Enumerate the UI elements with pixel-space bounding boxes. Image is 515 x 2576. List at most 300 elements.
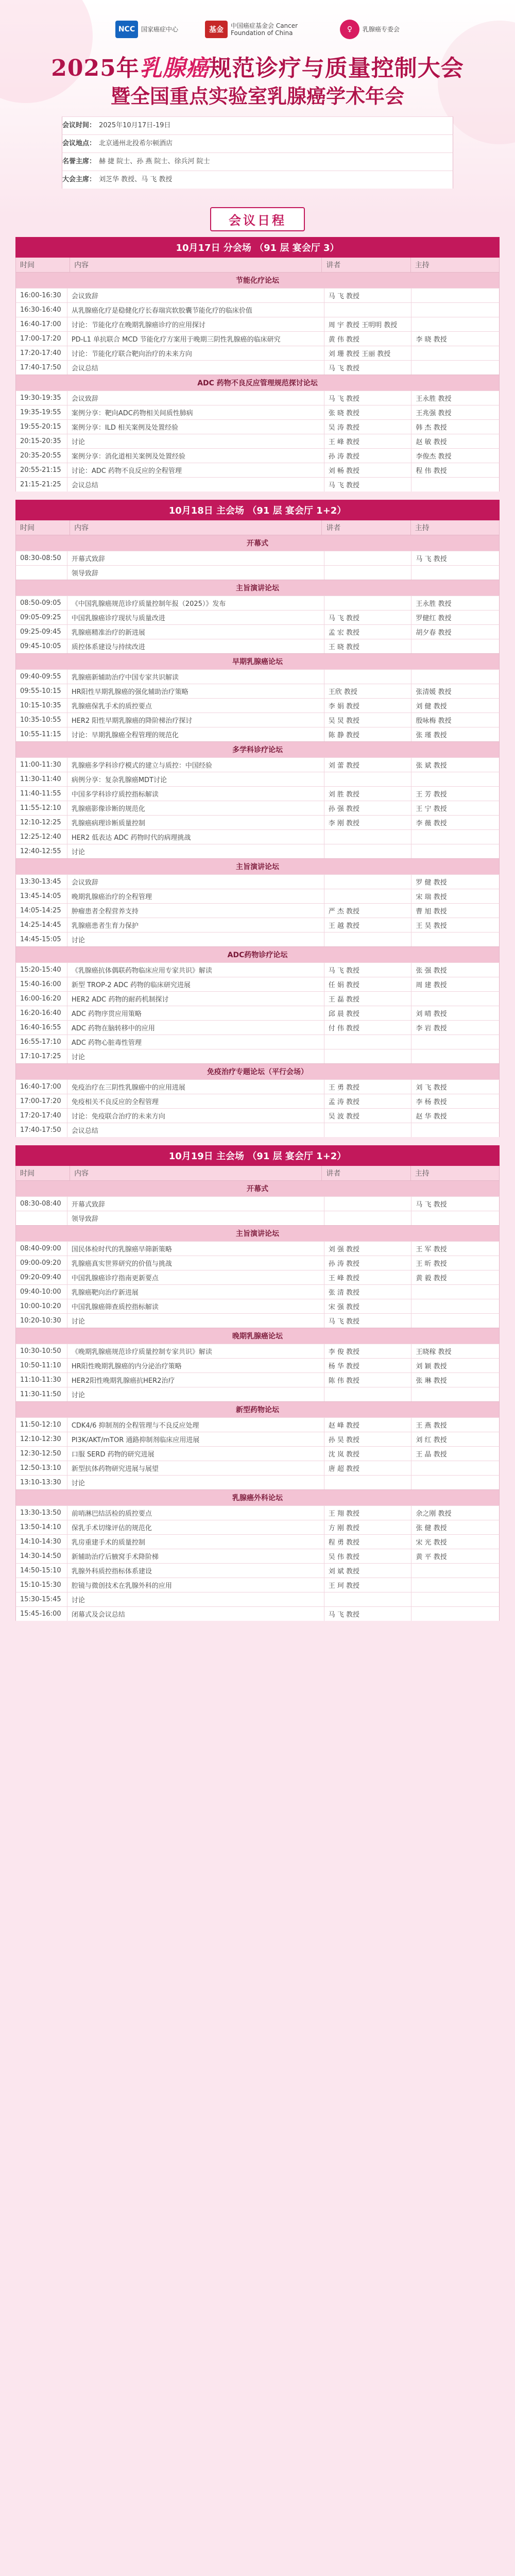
table-row: [15, 346, 500, 360]
cell-speaker: 吴 伟 教授: [324, 1549, 412, 1563]
table-row: [15, 1534, 500, 1549]
cell-host: [411, 772, 499, 786]
cell-content: HER2 低表达 ADC 药物时代的病理挑战: [67, 830, 324, 844]
cell-speaker: 张 清 教授: [324, 1285, 412, 1299]
cell-host: 张 斌 教授: [416, 762, 447, 770]
table-row: [15, 610, 500, 624]
cell-content: HER2 ADC 药物的耐药机制探讨: [67, 992, 324, 1006]
column-header-speaker: 讲者: [322, 1166, 410, 1180]
cell-host: 罗健红 教授: [416, 615, 452, 622]
table-row: [15, 1592, 500, 1606]
table-row: [15, 624, 500, 639]
cell-content: 讨论: [67, 933, 324, 946]
cell-host: 韩 杰 教授: [416, 424, 447, 432]
info-row: [62, 116, 453, 134]
cell-content: ADC 药物心脏毒性管理: [67, 1035, 324, 1049]
table-row: [15, 1461, 500, 1475]
cell-host: 王 宁 教授: [416, 805, 447, 813]
table-row: [15, 565, 500, 580]
cell-time: 19:35-19:55: [16, 405, 67, 419]
cell-time: 14:45-15:05: [16, 933, 67, 946]
cell-speaker: 方 刚 教授: [324, 1520, 412, 1534]
cell-host: [411, 1592, 499, 1606]
cell-content: 讨论：早期乳腺癌全程管理的规范化: [67, 727, 324, 741]
forum-title: ADC 药物不良反应管理规范探讨论坛: [15, 375, 500, 391]
info-key: 会议地点：: [62, 140, 96, 147]
cell-time: 11:10-11:30: [16, 1373, 67, 1387]
cell-speaker: 吴 炅 教授: [324, 713, 412, 727]
cell-content: 免疫相关不良反应的全程管理: [67, 1094, 324, 1108]
cell-host: [411, 1123, 499, 1137]
table-row: [15, 1417, 500, 1432]
table-row: [15, 1563, 500, 1578]
cell-time: 11:40-11:55: [16, 787, 67, 801]
cell-time: 11:30-11:50: [16, 1387, 67, 1401]
cell-host: 周 建 教授: [416, 981, 447, 989]
cell-host: [411, 289, 499, 302]
cell-host: 王兆强 教授: [416, 410, 452, 417]
table-row: [15, 1299, 500, 1313]
cell-host: 张清媛 教授: [416, 688, 452, 696]
cell-content: 从乳腺癌化疗是稳健化疗长春瑞宾软胶囊节能化疗的临床价值: [67, 303, 324, 317]
table-row: [15, 360, 500, 375]
cell-content: 乳腺癌病理诊断质量控制: [67, 816, 324, 829]
cell-speaker: 王 晓 教授: [324, 639, 412, 653]
cell-host: 刘 颖 教授: [416, 1363, 447, 1370]
cell-speaker: 马 飞 教授: [324, 1314, 412, 1328]
column-header-speaker: 讲者: [322, 520, 410, 535]
column-header-time: 时间: [16, 258, 70, 272]
table-row: [15, 772, 500, 786]
ribbon-logo-icon: ♀: [340, 20, 359, 39]
logo-cfc: [205, 21, 313, 38]
cell-time: 16:00-16:30: [16, 289, 67, 302]
cell-content: 新型抗体药物研究进展与展望: [67, 1461, 324, 1475]
forum-title: 主旨演讲论坛: [15, 580, 500, 596]
table-row: [15, 1108, 500, 1123]
cell-speaker: 周 宇 教授 王明明 教授: [324, 317, 412, 331]
cell-speaker: [324, 1035, 412, 1049]
cell-speaker: 王 珂 教授: [324, 1578, 412, 1592]
cell-speaker: 吴 波 教授: [324, 1109, 412, 1123]
cell-content: 晚期乳腺癌治疗的全程管理: [67, 889, 324, 903]
table-row: [15, 1241, 500, 1256]
cell-speaker: 马 飞 教授: [324, 289, 412, 302]
table-row: [15, 815, 500, 829]
cell-time: 16:55-17:10: [16, 1035, 67, 1049]
table-row: [15, 405, 500, 419]
info-row: [62, 152, 453, 171]
cell-speaker: 王 磊 教授: [324, 992, 412, 1006]
cell-time: 15:20-15:40: [16, 963, 67, 977]
cell-content: 讨论: [67, 1049, 324, 1063]
table-row: [15, 391, 500, 405]
cell-time: 16:40-17:00: [16, 1080, 67, 1094]
cell-content: 免疫治疗在三阴性乳腺癌中的应用进展: [67, 1080, 324, 1094]
cell-content: 乳腺癌真实世界研究的价值与挑战: [67, 1256, 324, 1270]
cell-time: 09:25-09:45: [16, 625, 67, 639]
cell-time: 10:15-10:35: [16, 699, 67, 713]
meeting-info: [62, 116, 453, 189]
title-prefix: 2025年: [51, 55, 140, 81]
info-value: 刘芝华 教授、马 飞 教授: [99, 176, 173, 183]
cell-speaker: 马 飞 教授: [324, 611, 412, 624]
cell-time: 11:55-12:10: [16, 801, 67, 815]
table-row: [15, 448, 500, 463]
day-spacer: [15, 1137, 500, 1145]
cell-host: [411, 1299, 499, 1313]
cell-host: 黄 平 教授: [416, 1553, 447, 1561]
table-row: [15, 889, 500, 903]
cell-host: 王 芳 教授: [416, 791, 447, 799]
cell-host: 余之刚 教授: [416, 1510, 452, 1518]
cell-host: 刘 红 教授: [416, 1436, 447, 1444]
cell-host: 王 燕 教授: [416, 1422, 447, 1430]
table-row: [15, 1094, 500, 1108]
cell-content: 讨论: [67, 1476, 324, 1489]
table-row: [15, 1049, 500, 1063]
cell-speaker: 杨 华 教授: [324, 1359, 412, 1372]
cell-host: [411, 317, 499, 331]
cell-content: 会议致辞: [67, 289, 324, 302]
table-row: [15, 977, 500, 991]
table-row: [15, 1344, 500, 1358]
cell-time: 09:40-10:00: [16, 1285, 67, 1299]
cell-content: 乳腺癌患者生育力保护: [67, 918, 324, 932]
cell-content: 讨论: [67, 1592, 324, 1606]
cell-content: 乳腺癌精准治疗的新进展: [67, 625, 324, 639]
cell-speaker: 李 俊 教授: [324, 1344, 412, 1358]
page-title: [0, 49, 515, 82]
page-subtitle: 暨全国重点实验室乳腺癌学术年会: [110, 84, 404, 108]
cell-content: 腔镜与微创技术在乳腺外科的应用: [67, 1578, 324, 1592]
cell-time: 14:30-14:50: [16, 1549, 67, 1563]
cell-time: 09:55-10:15: [16, 684, 67, 698]
logo-text: 国家癌症中心: [141, 26, 178, 33]
forum-title: 新型药物论坛: [15, 1401, 500, 1417]
cell-content: 乳腺外科质控指标体系建设: [67, 1564, 324, 1578]
table-row: [15, 874, 500, 889]
cell-content: 新型 TROP-2 ADC 药物的临床研究进展: [67, 977, 324, 991]
cell-time: 11:30-11:40: [16, 772, 67, 786]
cell-speaker: [324, 1197, 412, 1211]
cell-speaker: 付 伟 教授: [324, 1021, 412, 1035]
cell-time: 20:55-21:15: [16, 463, 67, 477]
cell-host: 刘 晴 教授: [416, 1010, 447, 1018]
cell-host: 王 昊 教授: [416, 922, 447, 930]
cell-host: 张 强 教授: [416, 967, 447, 975]
cell-host: [411, 1578, 499, 1592]
cell-speaker: 陈 静 教授: [324, 727, 412, 741]
cell-speaker: [324, 596, 412, 610]
cell-time: 16:40-17:00: [16, 317, 67, 331]
cell-host: 赵 华 教授: [416, 1113, 447, 1121]
cell-time: 12:40-12:55: [16, 844, 67, 858]
cell-content: 乳腺癌影像诊断的规范化: [67, 801, 324, 815]
cell-time: 11:50-12:10: [16, 1418, 67, 1432]
cell-time: 12:30-12:50: [16, 1447, 67, 1461]
cell-speaker: 刘 珊 教授 王丽 教授: [324, 346, 412, 360]
cell-content: 领导致辞: [67, 566, 324, 580]
cell-speaker: 孙 涛 教授: [324, 449, 412, 463]
info-value: 2025年10月17日-19日: [99, 122, 171, 129]
cell-host: [411, 1049, 499, 1063]
cell-content: 案例分享：ILD 相关案例及处置经验: [67, 420, 324, 434]
cell-host: [411, 830, 499, 844]
table-row: [15, 596, 500, 610]
table-row: [15, 1387, 500, 1401]
cell-time: 15:30-15:45: [16, 1592, 67, 1606]
table-row: [15, 713, 500, 727]
cell-speaker: 马 飞 教授: [324, 1607, 412, 1621]
cell-speaker: 马 飞 教授: [324, 361, 412, 375]
cell-host: 胡夕春 教授: [416, 629, 452, 637]
info-row: [62, 171, 453, 189]
table-row: [15, 991, 500, 1006]
cell-host: 殷咏梅 教授: [416, 717, 452, 725]
info-key: 大会主席：: [62, 176, 96, 183]
cell-content: 口服 SERD 药物的研究进展: [67, 1447, 324, 1461]
table-row: [15, 1549, 500, 1563]
cell-content: PI3K/AKT/mTOR 通路抑制剂临床应用进展: [67, 1432, 324, 1446]
schedule-title: 会议日程: [210, 207, 305, 231]
cell-content: 开幕式致辞: [67, 551, 324, 565]
cell-speaker: 黄 伟 教授: [324, 332, 412, 346]
forum-title: 节能化疗论坛: [15, 272, 500, 288]
cell-host: 李俊杰 教授: [416, 453, 452, 461]
cell-content: HER2 阳性早期乳腺癌的降阶梯治疗探讨: [67, 713, 324, 727]
cell-content: 《乳腺癌抗体偶联药物临床应用专家共识》解读: [67, 963, 324, 977]
column-header-host: 主持: [415, 524, 430, 532]
cell-time: 17:00-17:20: [16, 1094, 67, 1108]
column-header-time: 时间: [16, 520, 70, 535]
cell-time: 17:20-17:40: [16, 1109, 67, 1123]
cell-content: 中国多学科诊疗质控指标解读: [67, 787, 324, 801]
cell-speaker: 王 峰 教授: [324, 434, 412, 448]
cell-time: 17:00-17:20: [16, 332, 67, 346]
cell-host: [411, 1607, 499, 1621]
cell-time: 15:10-15:30: [16, 1578, 67, 1592]
table-row: [15, 331, 500, 346]
cell-time: 17:40-17:50: [16, 361, 67, 375]
column-header-content: 内容: [70, 258, 322, 272]
cell-time: 16:30-16:40: [16, 303, 67, 317]
cell-host: [411, 992, 499, 1006]
cell-speaker: 王 越 教授: [324, 918, 412, 932]
cell-time: 13:45-14:05: [16, 889, 67, 903]
cell-speaker: 李 娟 教授: [324, 699, 412, 713]
table-row: [15, 669, 500, 684]
cell-content: 病例分享：复杂乳腺癌MDT讨论: [67, 772, 324, 786]
cell-speaker: 唐 超 教授: [324, 1461, 412, 1475]
cell-time: 20:15-20:35: [16, 434, 67, 448]
cell-content: 前哨淋巴结活检的质控要点: [67, 1506, 324, 1520]
table-row: [15, 1211, 500, 1225]
cell-time: 17:40-17:50: [16, 1123, 67, 1137]
cell-speaker: 孙 涛 教授: [324, 1256, 412, 1270]
logo-committee: [340, 20, 400, 39]
cell-time: 14:25-14:45: [16, 918, 67, 932]
forum-title: 主旨演讲论坛: [15, 1225, 500, 1241]
cell-time: 12:10-12:30: [16, 1432, 67, 1446]
cell-content: CDK4/6 抑制剂的全程管理与不良反应处理: [67, 1418, 324, 1432]
table-row: [15, 698, 500, 713]
cell-content: 会议总结: [67, 478, 324, 492]
cell-content: 会议致辞: [67, 391, 324, 405]
cell-speaker: [324, 830, 412, 844]
cell-time: 16:00-16:20: [16, 992, 67, 1006]
cell-content: 中国乳腺癌筛查质控指标解读: [67, 1299, 324, 1313]
cell-speaker: [324, 1123, 412, 1137]
cell-content: 会议总结: [67, 361, 324, 375]
cell-content: 乳腺癌保乳手术的质控要点: [67, 699, 324, 713]
schedule-heading: [0, 207, 515, 231]
cell-speaker: 刘 斌 教授: [324, 1564, 412, 1578]
cell-content: 肿瘤患者全程营养支持: [67, 904, 324, 918]
cell-speaker: 沈 岚 教授: [324, 1447, 412, 1461]
cell-content: 《中国乳腺癌规范诊疗质量控制年报（2025）》发布: [67, 596, 324, 610]
cell-content: 讨论：ADC 药物不良反应的全程管理: [67, 463, 324, 477]
table-row: [15, 727, 500, 741]
cell-content: 乳腺癌新辅助治疗中国专家共识解读: [67, 670, 324, 684]
cell-host: [411, 1564, 499, 1578]
info-value: 北京通州北投希尔顿酒店: [99, 140, 173, 147]
cell-content: 乳腺癌多学科诊疗模式的建立与质控：中国经验: [67, 758, 324, 772]
cell-content: ADC 药物在脑转移中的应用: [67, 1021, 324, 1035]
table-row: [15, 844, 500, 858]
cell-speaker: 吴 涛 教授: [324, 420, 412, 434]
cell-host: 黄 毅 教授: [416, 1275, 447, 1282]
cell-content: 中国乳腺癌诊疗现状与质量改进: [67, 611, 324, 624]
cell-time: 10:30-10:50: [16, 1344, 67, 1358]
cell-time: 11:00-11:30: [16, 758, 67, 772]
cell-host: 罗 健 教授: [416, 879, 447, 887]
cell-content: 讨论：节能化疗联合靶向治疗的未来方向: [67, 346, 324, 360]
column-header-row: [15, 1166, 500, 1180]
cell-content: HR阳性早期乳腺癌的强化辅助治疗策略: [67, 684, 324, 698]
logo-text: 乳腺癌专委会: [363, 26, 400, 33]
cell-time: 08:50-09:05: [16, 596, 67, 610]
info-key: 会议时间：: [62, 122, 96, 129]
cell-content: 保乳手术切缘评估的规范化: [67, 1520, 324, 1534]
cell-host: [411, 670, 499, 684]
table-row: [15, 903, 500, 918]
cell-host: 李 薇 教授: [416, 820, 447, 827]
table-row: [15, 317, 500, 331]
cell-speaker: [324, 551, 412, 565]
info-row: [62, 134, 453, 152]
forum-title: 乳腺癌外科论坛: [15, 1489, 500, 1505]
logo-ncc: [115, 21, 178, 38]
table-row: [15, 1578, 500, 1592]
table-row: [15, 757, 500, 772]
cell-time: 09:00-09:20: [16, 1256, 67, 1270]
logo-bar: [0, 20, 515, 39]
cell-time: 15:40-16:00: [16, 977, 67, 991]
cell-time: 10:00-10:20: [16, 1299, 67, 1313]
cell-content: 讨论: [67, 1314, 324, 1328]
table-row: [15, 829, 500, 844]
cell-content: PD-L1 单抗联合 MCD 节能化疗方案用于晚期三阴性乳腺癌的临床研究: [67, 332, 324, 346]
cell-time: 19:30-19:35: [16, 391, 67, 405]
cell-speaker: 刘 强 教授: [324, 1242, 412, 1256]
cell-host: [411, 1461, 499, 1475]
info-value: 赫 捷 院士、孙 燕 院士、徐兵河 院士: [99, 158, 210, 165]
cell-time: 10:55-11:15: [16, 727, 67, 741]
cell-speaker: [324, 889, 412, 903]
cell-host: 李 岩 教授: [416, 1025, 447, 1032]
cell-host: [411, 303, 499, 317]
cell-time: 08:40-09:00: [16, 1242, 67, 1256]
cell-speaker: 马 飞 教授: [324, 391, 412, 405]
cell-time: 10:20-10:30: [16, 1314, 67, 1328]
cell-time: 14:10-14:30: [16, 1535, 67, 1549]
cell-content: 开幕式致辞: [67, 1197, 324, 1211]
cell-speaker: 赵 峰 教授: [324, 1418, 412, 1432]
cell-speaker: [324, 566, 412, 580]
cell-host: 王 军 教授: [416, 1246, 447, 1253]
cell-time: 09:05-09:25: [16, 611, 67, 624]
table-row: [15, 1006, 500, 1020]
cell-host: [411, 1035, 499, 1049]
cell-content: 案例分享：消化道相关案例及处置经验: [67, 449, 324, 463]
cell-host: 宋 瑞 教授: [416, 893, 447, 901]
forum-title: 早期乳腺癌论坛: [15, 653, 500, 669]
cell-speaker: 刘 蕾 教授: [324, 758, 412, 772]
table-row: [15, 918, 500, 932]
cell-content: HER2阳性晚期乳腺癌抗HER2治疗: [67, 1373, 324, 1387]
cell-content: 乳腺癌靶向治疗新进展: [67, 1285, 324, 1299]
cell-time: 09:40-09:55: [16, 670, 67, 684]
cell-time: 08:30-08:50: [16, 551, 67, 565]
column-header-time: 时间: [16, 1166, 70, 1180]
cell-speaker: 程 勇 教授: [324, 1535, 412, 1549]
table-row: [15, 1520, 500, 1534]
cell-speaker: 任 娟 教授: [324, 977, 412, 991]
table-row: [15, 463, 500, 477]
cell-time: 10:35-10:55: [16, 713, 67, 727]
cell-host: 王 晶 教授: [416, 1451, 447, 1459]
table-row: [15, 477, 500, 492]
title-suffix: 规范诊疗与质量控制大会: [209, 55, 464, 81]
cell-time: 21:15-21:25: [16, 478, 67, 492]
table-row: [15, 1123, 500, 1137]
title-script: 乳腺癌: [139, 55, 209, 81]
cell-speaker: 孙 昊 教授: [324, 1432, 412, 1446]
column-header-host: 主持: [415, 261, 430, 269]
table-row: [15, 1432, 500, 1446]
cell-content: 闭幕式及会议总结: [67, 1607, 324, 1621]
cell-host: 刘 健 教授: [416, 703, 447, 710]
cell-host: [411, 933, 499, 946]
cell-speaker: [324, 670, 412, 684]
foundation-logo-icon: 基金: [205, 21, 228, 38]
day-header: 10月18日 主会场 （91 层 宴会厅 1+2）: [15, 500, 500, 520]
cell-time: 20:35-20:55: [16, 449, 67, 463]
cell-speaker: 宋 强 教授: [324, 1299, 412, 1313]
cell-host: [411, 1387, 499, 1401]
cell-time: [16, 1211, 67, 1225]
cell-host: 宋 光 教授: [416, 1539, 447, 1547]
table-row: [15, 1505, 500, 1520]
table-row: [15, 302, 500, 317]
table-row: [15, 1256, 500, 1270]
forum-title: 免疫治疗专题论坛（平行会场）: [15, 1063, 500, 1079]
cell-time: 14:05-14:25: [16, 904, 67, 918]
cell-speaker: [324, 1049, 412, 1063]
table-row: [15, 932, 500, 946]
cell-speaker: [324, 933, 412, 946]
